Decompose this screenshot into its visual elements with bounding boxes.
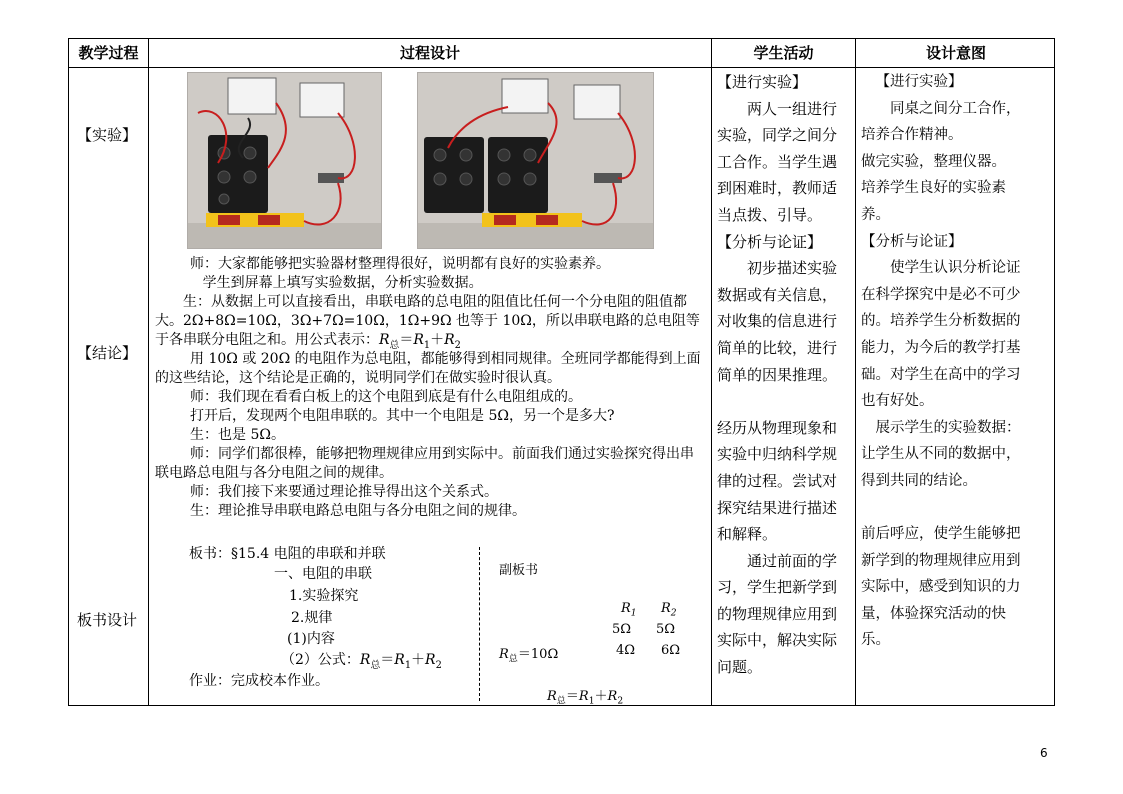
row-label-conclusion: 【结论】 — [77, 344, 138, 362]
header-design: 过程设计 — [399, 44, 460, 62]
row-label-board: 板书设计 — [77, 611, 138, 629]
circuit-apparatus-icon — [188, 73, 381, 248]
design-line: 用 10Ω 或 20Ω 的电阻作为总电阻，都能够得到相同规律。全班同学都能得到上面的这些结论，这个结论是正确的，说明同学们在做实验时很认真。 — [155, 351, 701, 386]
formula-sub-total: 总 — [389, 339, 400, 351]
board-item2a: (1)内容 — [287, 631, 335, 647]
sub-board-col-r1: $R_1$ — [621, 601, 637, 619]
board-item2b: （2）公式：$R_总=R_1+R_2$ — [281, 652, 442, 671]
lesson-table — [68, 38, 1055, 706]
sub-board-r2-row1: 5Ω — [656, 622, 676, 637]
sub-board-total: $R_总=10\Omega$ — [499, 647, 559, 665]
design-line: 生：也是 5Ω。 — [190, 427, 285, 443]
design-line: 生：从数据上可以直接看出，串联电路的总电阻的阻值比任何一个分电阻的阻值都大。2Ω+8Ω=10Ω，3Ω+7Ω=10Ω，1Ω+9Ω 也等于 10Ω，所以串联电路的总电阻等于各串联分电阻之和。用公式表示：$R_总=R_1+R_2$ — [155, 294, 700, 351]
sub-board-formula: $R_总=R_1+R_2$ — [547, 689, 624, 707]
column-divider — [711, 39, 712, 705]
experiment-photo-1 — [187, 72, 382, 249]
header-student: 学生活动 — [753, 44, 814, 62]
student-activity: 【进行实验】 两人一组进行 实验，同学之间分 工合作。当学生遇 到困难时，教师适 当点拨、引导。 【分析与论证】 初步描述实验 数据或有关信息， 对收集的信息进行 简单的比较，进行 简单的因果推理。 经历从物理现象和 实验中归纳科学规 律的过程。尝试对 探究结果进行描述 和解释。 通过前面的学 习，学生把新学到 的物理规律应用到 实际中，解决实际 问题。 — [717, 69, 853, 681]
header-intent: 设计意图 — [925, 44, 986, 62]
board-section: 一、电阻的串联 — [274, 566, 372, 582]
column-divider — [148, 39, 149, 705]
design-line: 生：理论推导串联电路总电阻与各分电阻之间的规律。 — [190, 503, 526, 519]
board-item2: 2.规律 — [291, 610, 333, 626]
design-line: 师：同学们都很棒，能够把物理规律应用到实际中。前面我们通过实验探究得出串联电路总电阻与各分电阻之间的规律。 — [155, 446, 694, 481]
sub-board-r1-row1: 5Ω — [612, 622, 632, 637]
sub-board-title: 副板书 — [499, 563, 539, 578]
column-divider — [855, 39, 856, 705]
design-line: 师：我们接下来要通过理论推导得出这个关系式。 — [190, 484, 498, 500]
experiment-photo-2 — [417, 72, 654, 249]
header-divider — [69, 67, 1054, 68]
intent-heading-experiment: 【进行实验】 — [875, 74, 963, 90]
sub-board-col-r2: $R_2$ — [661, 601, 677, 619]
design-intent: 【进行实验】 同桌之间分工合作， 培养合作精神。 做完实验，整理仪器。 培养学生良好的实验素 养。 【分析与论证】 使学生认识分析论证 在科学探究中是必不可少 的。培养学生分析数据的 能力，为今后的教学打基 础。对学生在高中的学习 也有好处。 展示学生的实验数据： 让学生从不同的数据中， 得到共同的结论。 前后呼应，使学生能够把 新学到的物理规律应用到 实际中，感受到知识的力 量，体验探究活动的快 乐。 — [861, 69, 1055, 654]
page-number: 6 — [1040, 746, 1048, 760]
student-heading-analysis: 【分析与论证】 — [717, 232, 823, 251]
student-heading-experiment: 【进行实验】 — [717, 73, 808, 91]
circuit-apparatus-icon — [418, 73, 653, 248]
design-line: 师：我们现在看看白板上的这个电阻到底是有什么电阻组成的。 — [190, 389, 582, 405]
formula-total: R — [379, 332, 390, 348]
board-homework: 作业：完成校本作业。 — [189, 673, 329, 689]
board-item1: 1.实验探究 — [289, 588, 359, 604]
sub-board-r1-row2: 4Ω — [616, 643, 636, 658]
intent-heading-analysis: 【分析与论证】 — [861, 233, 963, 250]
design-line: 打开后，发现两个电阻串联的。其中一个电阻是 5Ω，另一个是多大? — [190, 408, 615, 424]
design-line: 师：大家都能够把实验器材整理得很好，说明都有良好的实验素养。 — [190, 256, 610, 272]
row-label-experiment: 【实验】 — [77, 126, 138, 144]
board-dashed-divider — [479, 547, 480, 701]
header-process: 教学过程 — [78, 44, 139, 62]
design-text — [155, 255, 705, 521]
sub-board-r2-row2: 6Ω — [661, 643, 681, 658]
board-title: 板书：§15.4 电阻的串联和并联 — [189, 546, 386, 562]
design-line: 学生到屏幕上填写实验数据，分析实验数据。 — [202, 275, 483, 291]
